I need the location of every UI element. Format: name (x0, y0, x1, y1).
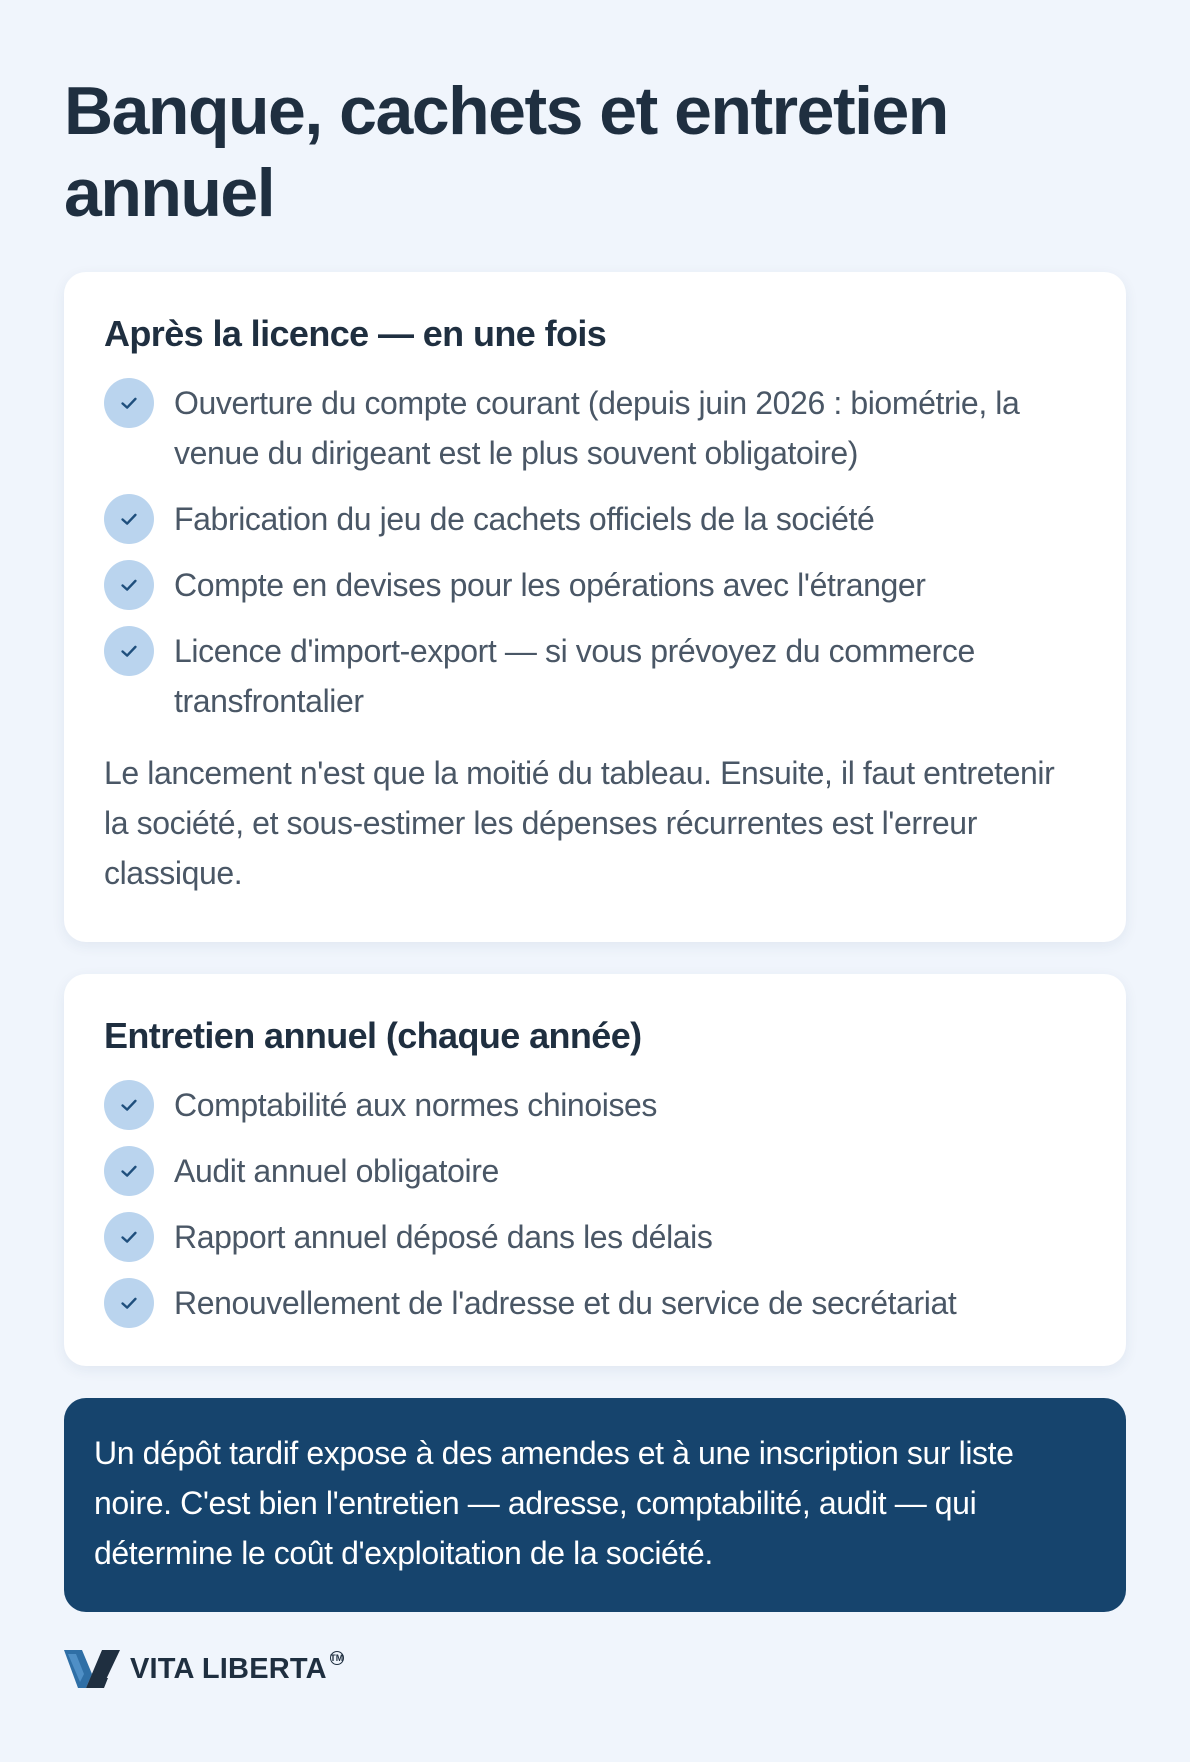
checklist (104, 378, 1084, 726)
brand-footer (64, 1648, 1126, 1690)
checkmark-icon (104, 1278, 154, 1328)
list-item-text: Ouverture du compte courant (depuis juin 2026 : biométrie, la venue du dirigeant est le plus souvent obligatoire) (174, 385, 1020, 471)
list-item (104, 494, 1084, 544)
list-item-text: Audit annuel obligatoire (174, 1153, 499, 1189)
callout-box (64, 1398, 1126, 1612)
vita-liberta-logo-icon (64, 1648, 120, 1690)
list-item-text: Rapport annuel déposé dans les délais (174, 1219, 713, 1255)
section-heading: Après la licence — en une fois (104, 313, 607, 354)
checkmark-icon (104, 1146, 154, 1196)
list-item-text: Compte en devises pour les opérations avec l'étranger (174, 567, 926, 603)
list-item (104, 1146, 1084, 1196)
checkmark-icon (104, 494, 154, 544)
list-item-text: Renouvellement de l'adresse et du service de secrétariat (174, 1285, 957, 1321)
list-item (104, 1278, 1084, 1328)
page (64, 70, 1126, 1690)
section-note: Le lancement n'est que la moitié du tableau. Ensuite, il faut entretenir la société, et sous-estimer les dépenses récurrentes est l'erreur classique. (104, 755, 1055, 891)
trademark-badge: TM (330, 1653, 344, 1663)
list-item-text: Fabrication du jeu de cachets officiels de la société (174, 501, 875, 537)
checkmark-icon (104, 1212, 154, 1262)
checklist (104, 1080, 1084, 1328)
checkmark-icon (104, 560, 154, 610)
section-card-annual-maintenance (64, 974, 1126, 1366)
section-heading: Entretien annuel (chaque année) (104, 1015, 642, 1056)
checkmark-icon (104, 626, 154, 676)
list-item (104, 560, 1084, 610)
page-title: Banque, cachets et entretien annuel (64, 73, 948, 231)
list-item (104, 1212, 1084, 1262)
list-item (104, 378, 1084, 478)
brand-name: VITA LIBERTA (130, 1652, 327, 1685)
checkmark-icon (104, 378, 154, 428)
checkmark-icon (104, 1080, 154, 1130)
callout-text: Un dépôt tardif expose à des amendes et à une inscription sur liste noire. C'est bien l'entretien — adresse, comptabilité, audit — qui détermine le coût d'exploitation de la société. (94, 1435, 1014, 1571)
list-item-text: Comptabilité aux normes chinoises (174, 1087, 658, 1123)
list-item (104, 626, 1084, 726)
section-card-after-license (64, 272, 1126, 942)
list-item-text: Licence d'import-export — si vous prévoyez du commerce transfrontalier (174, 633, 975, 719)
list-item (104, 1080, 1084, 1130)
